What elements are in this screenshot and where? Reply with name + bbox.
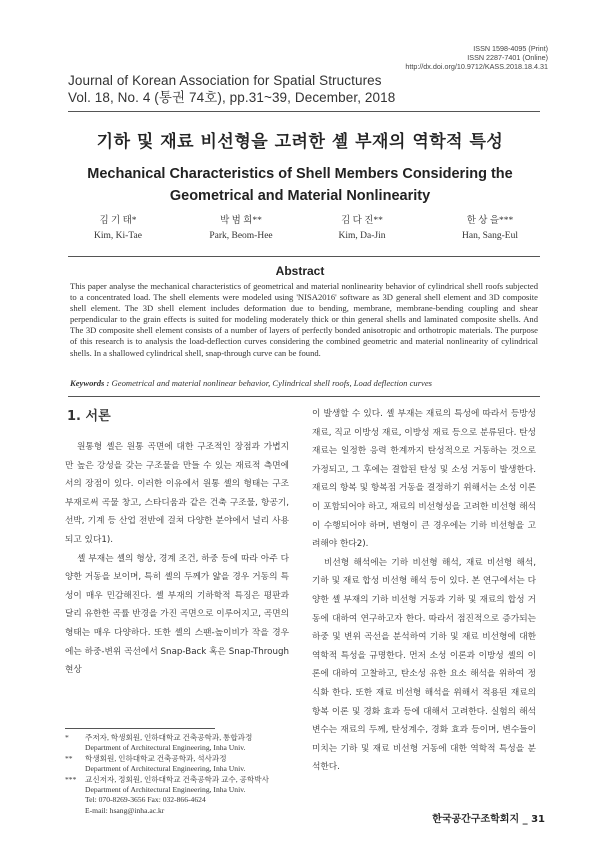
abstract-text: This paper analyse the mechanical characteristics of geometrical and material nonlinearity behavior of cylindrical shell roofs subjected to a concentrated load. The shell elements were modeled using 'NISA2016' software as 3D general shell element and 3D composite shell element. The 3D shell element includes deformation due to bending, membrane, membrane-bending coupling and shear perpendicular to the grain effects is suited for modeling moderately thick or thin general shells and laminated composite shells. And The 3D composite shell element consists of a number of layers of perfectly bonded anisotropic and orthotropic materials. The purpose of this research is to analysis the load-deflection curves considering the combined geometric and material nonlinearity of cylindrical shells. In a shallowed cylindrical shell, snap-through curve can be found. [70, 281, 538, 358]
author [48, 214, 188, 244]
footnote-mark: ** [65, 753, 73, 763]
footnote-rule [65, 728, 215, 729]
paragraph: 이 발생할 수 있다. 셸 부재는 재료의 특성에 따라서 등방성 재료, 직교 이방성 재료, 이방성 재료 등으로 분류된다. 탄성 재료는 일정한 응력 한계까지 탄성적으로 거동하는 것으로 가정되고, 그 후에는 결합된 탄성 및 소성 거동이 발생한다. 재료의 항복 및 항복점 거동을 결정하기 위해서는 소성 이론이 포함되어야 하고, 재료의 비선형성을 고려한 비선형 해석이 수행되어야 하며, 변형이 큰 경우에는 기하 비선형을 고려해야 한다2). [312, 409, 536, 550]
author-korean-name: 박 범 희** [220, 216, 262, 226]
footnote-line: Department of Architectural Engineering, Inha Univ. [85, 764, 246, 774]
footnote [65, 754, 295, 775]
english-title-line1: Mechanical Characteristics of Shell Members Considering the [87, 166, 513, 182]
author [420, 214, 560, 244]
author [171, 214, 311, 244]
author-korean-name: 김 기 태* [99, 216, 137, 226]
footnote-line: 학생회원, 인하대학교 건축공학과, 석사과정 [85, 753, 227, 763]
abstract-top-rule [68, 256, 540, 257]
keywords-bottom-rule [68, 396, 540, 397]
right-column [312, 405, 536, 777]
keywords [70, 378, 538, 388]
author-english-name: Kim, Ki-Tae [94, 231, 142, 241]
paragraph: 원통형 셸은 원통 곡면에 대한 구조적인 장점과 가볍지만 높은 강성을 갖는 구조물을 만들 수 있는 재료적 측면에서의 장점이 있다. 이러한 이유에서 원통 셸의 형태는 구조 부재로써 곡물 창고, 스타디움과 같은 건축 구조물, 항공기, 선박, 기계 등 산업 전반에 걸쳐 다양한 분야에서 널리 사용되고 있다1). [65, 442, 289, 545]
page-footer: 한국공간구조학회지 _ 31 [432, 814, 545, 825]
footnote-line: Department of Architectural Engineering, Inha Univ. [85, 743, 246, 753]
keywords-label: Keywords : [70, 378, 112, 388]
footnote [65, 733, 295, 754]
footnote-line: 주저자, 학생회원, 인하대학교 건축공학과, 통합과정 [85, 733, 253, 742]
footnote-line: Department of Architectural Engineering, Inha Univ. [85, 785, 246, 795]
journal-header [68, 72, 395, 106]
footnote [65, 775, 295, 817]
footnotes [65, 733, 295, 816]
english-title [0, 163, 600, 207]
author-korean-name: 한 상 을*** [466, 216, 514, 226]
keywords-text: Geometrical and material nonlinear behavior, Cylindrical shell roofs, Load deflection curves [111, 378, 433, 388]
section-heading: 1. 서론 [67, 409, 111, 424]
footnote-mark: * [65, 733, 69, 742]
author-english-name: Park, Beom-Hee [209, 231, 273, 241]
issn-print: ISSN 1598-4095 (Print) [473, 44, 548, 53]
author-english-name: Han, Sang-Eul [462, 231, 518, 241]
english-title-line2: Geometrical and Material Nonlinearity [169, 188, 431, 204]
footnote-line: Tel: 070-8269-3656 Fax: 032-866-4624 [85, 795, 206, 805]
journal-name: Journal of Korean Association for Spatial Structures [68, 73, 382, 88]
issn-online: ISSN 2287-7401 (Online) [467, 53, 548, 62]
paragraph: 셸 부재는 셸의 형상, 경계 조건, 하중 등에 따라 아주 다양한 거동을 보이며, 특히 셸의 두께가 얇을 경우 거동의 특성이 매우 민감해진다. 셸 부재의 기하학적 특징은 평판과 달리 유한한 곡률 반경을 가진 곡면으로 이루어지고, 곡면의 형태는 매우 다양하다. 또한 셸의 스팬-높이비가 작을 경우에는 하중-변위 곡선에서 Snap-Back 혹은 Snap-Through 현상 [65, 553, 289, 676]
author-list [68, 214, 540, 244]
korean-title: 기하 및 재료 비선형을 고려한 셸 부재의 역학적 특성 [96, 132, 504, 152]
footnote-mark: *** [65, 774, 77, 784]
issn-block [405, 44, 548, 71]
doi-link[interactable]: http://dx.doi.org/10.9712/KASS.2018.18.4.31 [405, 62, 548, 71]
footnote-line: 교신저자, 정회원, 인하대학교 건축공학과 교수, 공학박사 [85, 774, 269, 784]
author-korean-name: 김 다 진** [341, 216, 383, 226]
author [292, 214, 432, 244]
paragraph: 비선형 해석에는 기하 비선형 해석, 재료 비선형 해석, 기하 및 재료 합성 비선형 해석 등이 있다. 본 연구에서는 다양한 셸 부재의 기하 비선형 거동과 기하 및 재료의 합성 거동에 대하여 연구하고자 한다. 따라서 점진적으로 증가되는 하중 및 변위 곡선을 분석하여 기하 및 재료 비선형에 대한 역학적 특성을 규명한다. 먼저 소성 이론과 이방성 셸의 이론에 대하여 고찰하고, 탄소성 유한 요소 해석을 위하여 정식화 한다. 또한 재료 비선형 해석을 위해서 적용된 재료의 항복 이론 및 경화 효과 등에 대해서 고려한다. 실험의 해석 변수는 재료의 두께, 탄성계수, 경화 효과 등이며, 변수들이 미치는 기하 및 재료 비선형 거동에 대한 역학적 특성을 분석한다. [312, 557, 536, 773]
header-rule [68, 111, 540, 112]
author-english-name: Kim, Da-Jin [338, 231, 386, 241]
left-column [65, 405, 289, 680]
footnote-email[interactable]: E-mail: hsang@inha.ac.kr [85, 805, 165, 815]
abstract-heading: Abstract [275, 264, 325, 278]
volume-line: Vol. 18, No. 4 (통권 74호), pp.31~39, December, 2018 [68, 90, 396, 105]
